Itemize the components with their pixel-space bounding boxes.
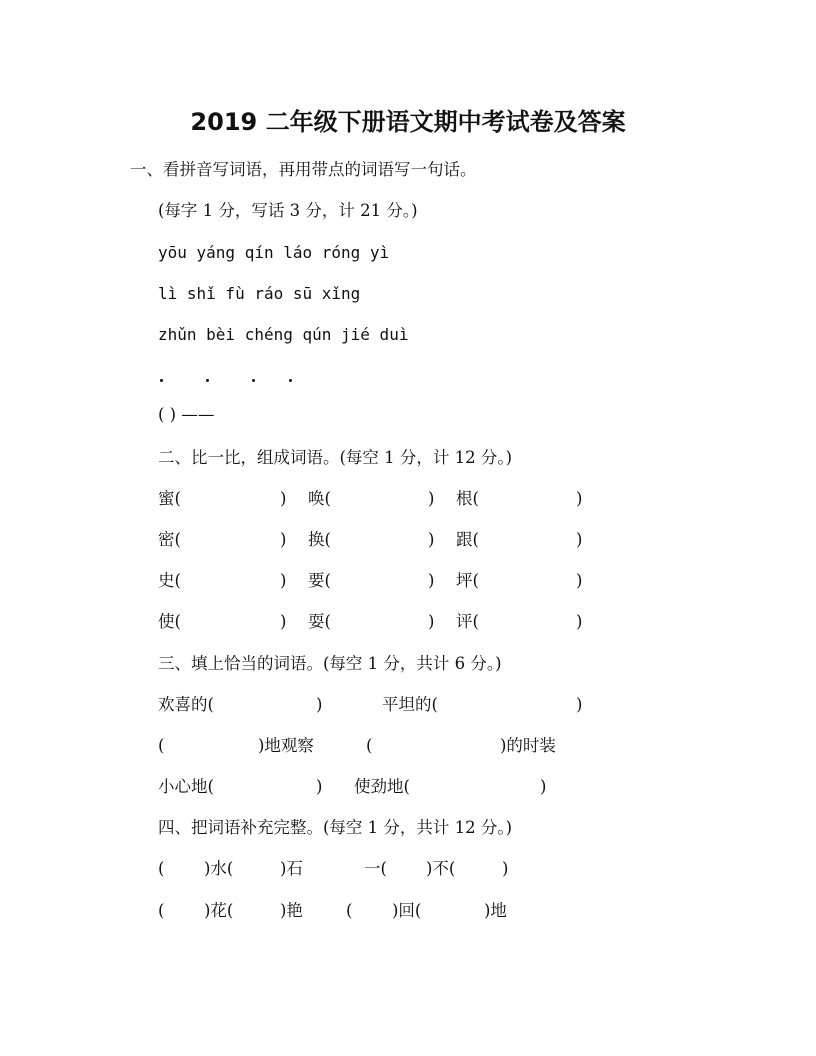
- pinyin-row-1: yōu yáng qín láo róng yì: [158, 243, 390, 262]
- fill-blank-open: (: [366, 736, 373, 755]
- word-blank-close: ): [428, 571, 435, 590]
- word-blank-close: ): [428, 612, 435, 631]
- word-blank-open: 史(: [158, 571, 181, 590]
- section-4-heading: 四、把词语补充完整。(每空 1 分，共计 12 分。): [158, 818, 513, 837]
- fill-blank-open: 使劲地(: [354, 777, 410, 796]
- idiom-part: 一(: [364, 859, 387, 878]
- word-blank-open: 坪(: [456, 571, 479, 590]
- fill-blank-close: ): [576, 695, 583, 714]
- section-3-heading: 三、填上恰当的词语。(每空 1 分，共计 6 分。): [158, 654, 502, 673]
- fill-blank-open: 小心地(: [158, 777, 214, 796]
- word-blank-close: ): [280, 571, 287, 590]
- idiom-part: )地: [484, 901, 507, 920]
- word-blank-open: 蜜(: [158, 489, 181, 508]
- idiom-part: )不(: [426, 859, 456, 878]
- word-blank-close: ): [280, 612, 287, 631]
- word-blank-close: ): [576, 530, 583, 549]
- section-2-heading: 二、比一比，组成词语。(每空 1 分，计 12 分。): [158, 448, 513, 467]
- section-1-heading: 一、看拼音写词语，再用带点的词语写一句话。: [130, 160, 477, 179]
- word-blank-open: 耍(: [308, 612, 331, 631]
- word-blank-close: ): [428, 530, 435, 549]
- fill-blank-close: ): [316, 777, 323, 796]
- word-blank-open: 密(: [158, 530, 181, 549]
- idiom-part: (: [346, 901, 353, 920]
- fill-blank-close: )的时装: [500, 736, 556, 755]
- section-1-scoring: (每字 1 分，写话 3 分，计 21 分。): [158, 201, 418, 220]
- emphasis-dot: [289, 379, 292, 382]
- idiom-part: (: [158, 859, 165, 878]
- word-blank-close: ): [576, 571, 583, 590]
- fill-blank-close: )地观察: [258, 736, 314, 755]
- emphasis-dot: [252, 379, 255, 382]
- pinyin-row-2: lì shǐ fù ráo sū xǐng: [158, 284, 361, 303]
- word-blank-open: 唤(: [308, 489, 331, 508]
- word-blank-close: ): [428, 489, 435, 508]
- idiom-part: )石: [280, 859, 303, 878]
- fill-blank-open: (: [158, 736, 165, 755]
- word-blank-close: ): [280, 489, 287, 508]
- fill-blank-open: 平坦的(: [382, 695, 438, 714]
- fill-blank-close: ): [316, 695, 323, 714]
- fill-blank-open: 欢喜的(: [158, 695, 214, 714]
- pinyin-row-3: zhǔn bèi chéng qún jié duì: [158, 325, 409, 344]
- emphasis-dot: [206, 379, 209, 382]
- word-blank-open: 使(: [158, 612, 181, 631]
- idiom-part: )回(: [392, 901, 422, 920]
- emphasis-dot: [160, 379, 163, 382]
- idiom-part: )水(: [204, 859, 234, 878]
- word-blank-close: ): [576, 612, 583, 631]
- word-blank-open: 要(: [308, 571, 331, 590]
- sentence-writing-line: ( ) ——: [158, 405, 215, 424]
- word-blank-close: ): [576, 489, 583, 508]
- idiom-part: )艳: [280, 901, 303, 920]
- word-blank-open: 根(: [456, 489, 479, 508]
- word-blank-open: 换(: [308, 530, 331, 549]
- page-title: 2019 二年级下册语文期中考试卷及答案: [190, 108, 626, 136]
- word-blank-open: 跟(: [456, 530, 479, 549]
- idiom-part: (: [158, 901, 165, 920]
- idiom-part: ): [502, 859, 509, 878]
- idiom-part: )花(: [204, 901, 234, 920]
- word-blank-open: 评(: [456, 612, 479, 631]
- fill-blank-close: ): [540, 777, 547, 796]
- word-blank-close: ): [280, 530, 287, 549]
